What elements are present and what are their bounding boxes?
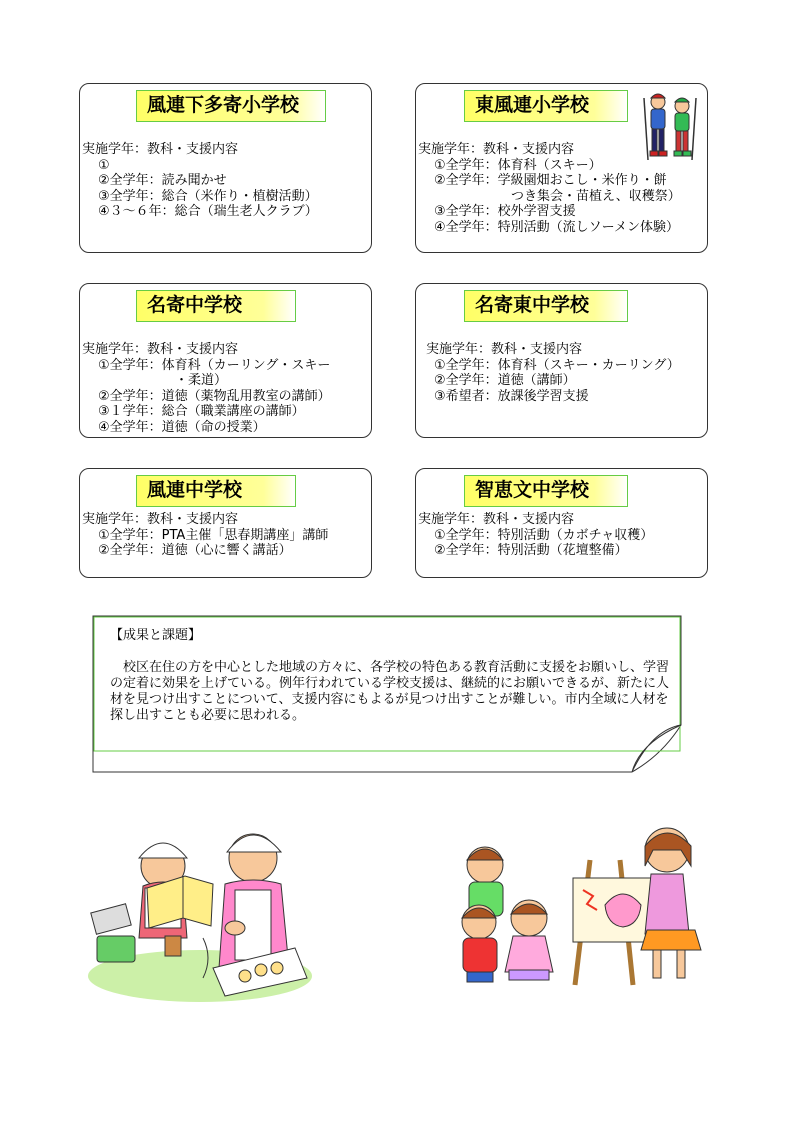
skiers-illustration: [640, 88, 700, 162]
school-header-3: 実施学年：教科・支援内容: [82, 342, 239, 357]
school-item: ①全学年：体育科（カーリング・スキー: [98, 357, 331, 373]
school-body-6: [418, 512, 653, 559]
school-title-5: 風連中学校: [136, 475, 296, 507]
school-item: ④全学年：特別活動（流しソーメン体験）: [434, 219, 680, 235]
school-item: ②全学年：特別活動（花壇整備）: [434, 543, 628, 558]
cooking-illustration: [85, 818, 320, 1008]
school-body-5: [82, 512, 328, 559]
school-item: ②全学年：道徳（薬物乱用教室の講師）: [98, 388, 331, 404]
school-title-1: 風連下多寄小学校: [136, 90, 326, 122]
school-item: つき集会・苗植え、収穫祭）: [511, 188, 681, 204]
school-body-3: [82, 342, 331, 435]
school-item: ・柔道）: [175, 373, 228, 388]
results-section: [110, 628, 670, 724]
results-paragraph: 校区在住の方を中心とした地域の方々に、各学校の特色ある教育活動に支援をお願いし、学習の定着に効果を上げている。例年行われている学校支援は、継続的にお願いできるが、新たに人材を見つけ出すことについて、支援内容にもよるが見つけ出すことが難しい。市内全域に人材を探し出すことも必要に思われる。: [110, 660, 670, 723]
school-item: ③全学年：総合（米作り・植樹活動）: [98, 188, 318, 204]
school-title-3: 名寄中学校: [136, 290, 296, 322]
school-header-5: 実施学年：教科・支援内容: [82, 512, 239, 527]
school-item: ④３～６年：総合（瑞生老人クラブ）: [98, 204, 318, 219]
school-title-6: 智恵文中学校: [464, 475, 628, 507]
school-header-6: 実施学年：教科・支援内容: [418, 512, 575, 527]
school-item: ①全学年：体育科（スキー・カーリング）: [434, 357, 680, 373]
school-title-2: 東風連小学校: [464, 90, 628, 122]
school-item: ①全学年：PTA主催「思春期講座」講師: [98, 527, 329, 543]
school-item: ①全学年：特別活動（カボチャ収穫）: [434, 527, 654, 543]
school-item: ③希望者：放課後学習支援: [434, 388, 589, 404]
school-item: ②全学年：学級園畑おこし・米作り・餅: [434, 173, 667, 188]
school-title-4: 名寄東中学校: [464, 290, 628, 322]
school-header-2: 実施学年：教科・支援内容: [418, 142, 575, 157]
school-body-4: [426, 342, 680, 404]
school-item: ①: [98, 157, 110, 173]
school-header-1: 実施学年：教科・支援内容: [82, 142, 239, 157]
school-header-4: 実施学年：教科・支援内容: [426, 342, 583, 357]
results-heading: 【成果と課題】: [110, 628, 202, 643]
school-item: ②全学年：道徳（心に響く講話）: [98, 543, 292, 558]
school-item: ②全学年：読み聞かせ: [98, 173, 227, 188]
school-item: ②全学年：道徳（講師）: [434, 373, 576, 388]
school-item: ③全学年：校外学習支援: [434, 204, 576, 219]
school-item: ③１学年：総合（職業講座の講師）: [98, 404, 305, 419]
school-item: ①全学年：体育科（スキー）: [434, 157, 602, 173]
school-item: ④全学年：道徳（命の授業）: [98, 419, 266, 435]
school-body-1: [82, 142, 318, 220]
children-painting-illustration: [455, 820, 720, 995]
